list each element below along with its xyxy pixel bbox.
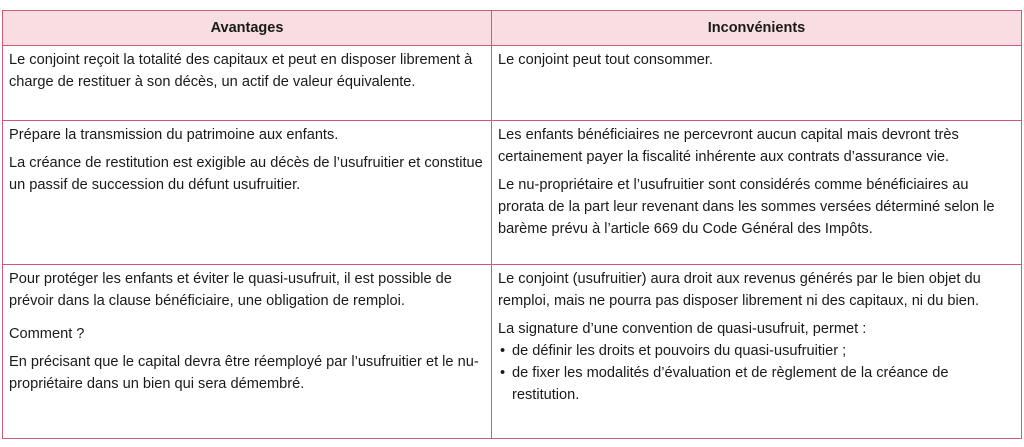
bullet-list <box>498 340 1015 406</box>
cell-paragraph: La créance de restitution est exigible au décès de l’usufruitier et constitue un passif de succession du défunt usufruitier. <box>9 155 483 193</box>
header-advantages: Avantages <box>3 11 492 46</box>
list-item-text: de définir les droits et pouvoirs du quasi-usufruitier ; <box>512 343 847 359</box>
header-disadvantages: Inconvénients <box>492 11 1022 46</box>
list-item-text: de fixer les modalités d’évaluation et de règlement de la créance de restitution. <box>512 365 949 403</box>
cell-paragraph: Pour protéger les enfants et éviter le quasi-usufruit, il est possible de prévoir dans la clause bénéficiaire, une obligation de remploi. <box>9 271 452 309</box>
advantages-cell <box>3 265 492 439</box>
disadvantages-cell <box>492 121 1022 265</box>
table-row <box>3 121 1022 265</box>
cell-paragraph: En précisant que le capital devra être réemployé par l’usufruitier et le nu-propriétaire dans un bien qui sera démembré. <box>9 354 479 392</box>
table-row <box>3 265 1022 439</box>
list-item <box>498 362 1015 406</box>
cell-paragraph: La signature d’une convention de quasi-usufruit, permet : <box>498 321 867 337</box>
cell-paragraph: Comment ? <box>9 326 85 342</box>
cell-paragraph: Le conjoint peut tout consommer. <box>498 52 713 68</box>
advantages-cell <box>3 121 492 265</box>
bullet-icon: • <box>500 365 506 381</box>
list-item <box>498 340 1015 362</box>
disadvantages-cell <box>492 265 1022 439</box>
cell-paragraph: Le conjoint (usufruitier) aura droit aux revenus générés par le bien objet du remploi, mais ne pourra pas disposer librement ni des capitaux, ni du bien. <box>498 271 981 309</box>
cell-paragraph: Les enfants bénéficiaires ne percevront aucun capital mais devront très certainement payer la fiscalité inhérente aux contrats d’assurance vie. <box>498 127 959 165</box>
cell-paragraph: Le nu-propriétaire et l’usufruitier sont considérés comme bénéficiaires au prorata de la part leur revenant dans les sommes versées déterminé selon le barème prévu à l’article 669 du Code Général des Impôts. <box>498 177 995 237</box>
bullet-icon: • <box>500 343 506 359</box>
table-header-row <box>3 11 1022 46</box>
cell-paragraph: Le conjoint reçoit la totalité des capitaux et peut en disposer librement à charge de restituer à son décès, un actif de valeur équivalente. <box>9 52 473 90</box>
disadvantages-cell <box>492 46 1022 121</box>
advantages-disadvantages-table <box>2 10 1022 439</box>
advantages-cell <box>3 46 492 121</box>
table-row <box>3 46 1022 121</box>
cell-paragraph: Prépare la transmission du patrimoine aux enfants. <box>9 127 339 143</box>
